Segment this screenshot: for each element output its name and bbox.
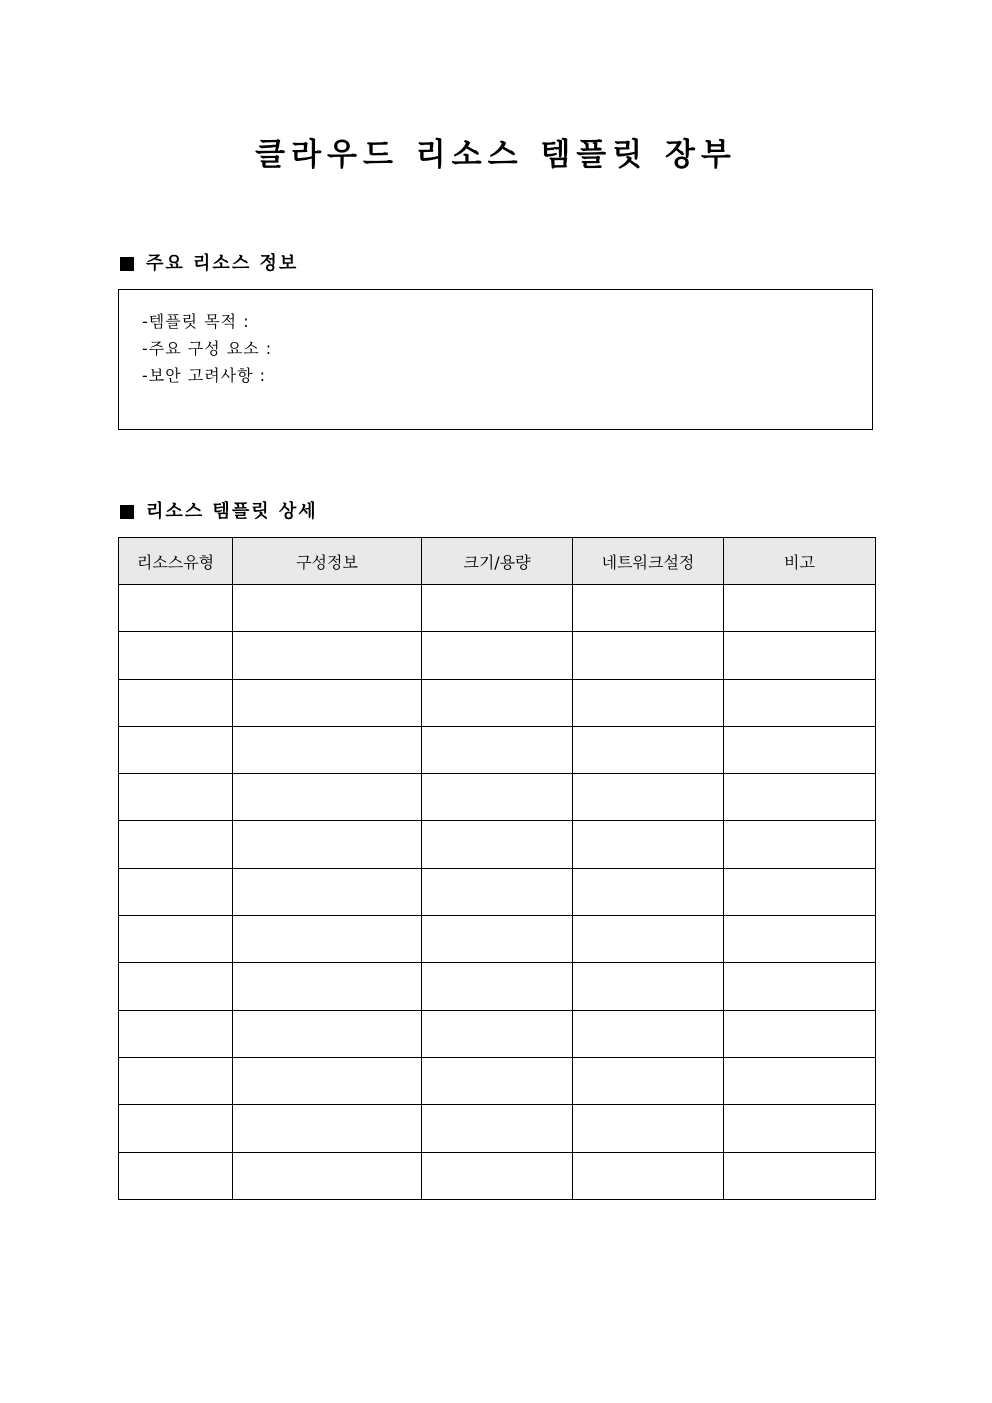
table-cell[interactable] bbox=[724, 1057, 876, 1104]
table-cell[interactable] bbox=[422, 1152, 573, 1199]
table-row bbox=[119, 1105, 876, 1152]
table-cell[interactable] bbox=[233, 632, 422, 679]
table-cell[interactable] bbox=[422, 632, 573, 679]
table-cell[interactable] bbox=[422, 774, 573, 821]
table-cell[interactable] bbox=[233, 821, 422, 868]
info-line-security: -보안 고려사항 : bbox=[142, 366, 267, 385]
document-title: 클라우드 리소스 템플릿 장부 bbox=[255, 137, 737, 173]
table-cell[interactable] bbox=[233, 1057, 422, 1104]
table-cell[interactable] bbox=[724, 963, 876, 1010]
template-detail-table bbox=[118, 537, 876, 1200]
table-cell[interactable] bbox=[724, 1010, 876, 1057]
table-cell[interactable] bbox=[573, 585, 724, 632]
table-cell[interactable] bbox=[573, 1105, 724, 1152]
table-row bbox=[119, 632, 876, 679]
table-cell[interactable] bbox=[119, 868, 233, 915]
table-cell[interactable] bbox=[422, 916, 573, 963]
table-cell[interactable] bbox=[233, 916, 422, 963]
table-cell[interactable] bbox=[233, 868, 422, 915]
table-cell[interactable] bbox=[724, 1152, 876, 1199]
column-header-resource-type: 리소스유형 bbox=[119, 538, 233, 585]
table-row bbox=[119, 1010, 876, 1057]
square-bullet-icon bbox=[120, 257, 134, 271]
table-cell[interactable] bbox=[422, 821, 573, 868]
table-cell[interactable] bbox=[119, 585, 233, 632]
table-body bbox=[119, 585, 876, 1200]
table-cell[interactable] bbox=[422, 679, 573, 726]
table-row bbox=[119, 963, 876, 1010]
table-cell[interactable] bbox=[573, 868, 724, 915]
table-cell[interactable] bbox=[422, 726, 573, 773]
table-cell[interactable] bbox=[573, 632, 724, 679]
table-cell[interactable] bbox=[233, 726, 422, 773]
table-cell[interactable] bbox=[119, 679, 233, 726]
table-cell[interactable] bbox=[573, 821, 724, 868]
table-cell[interactable] bbox=[724, 916, 876, 963]
square-bullet-icon bbox=[120, 505, 134, 519]
table-cell[interactable] bbox=[573, 963, 724, 1010]
table-row bbox=[119, 821, 876, 868]
table-cell[interactable] bbox=[233, 963, 422, 1010]
table-cell[interactable] bbox=[233, 1105, 422, 1152]
info-line-components: -주요 구성 요소 : bbox=[142, 339, 273, 358]
table-cell[interactable] bbox=[119, 1152, 233, 1199]
table-header-row bbox=[119, 538, 876, 585]
table-cell[interactable] bbox=[724, 774, 876, 821]
column-header-size: 크기/용량 bbox=[422, 538, 573, 585]
section-heading-text: 리소스 템플릿 상세 bbox=[146, 501, 318, 522]
table-row bbox=[119, 916, 876, 963]
section-heading-text: 주요 리소스 정보 bbox=[146, 253, 299, 274]
info-line-purpose: -템플릿 목적 : bbox=[142, 312, 250, 331]
table-cell[interactable] bbox=[233, 1010, 422, 1057]
table-cell[interactable] bbox=[724, 1105, 876, 1152]
table-cell[interactable] bbox=[573, 1057, 724, 1104]
table-cell[interactable] bbox=[119, 1057, 233, 1104]
table-cell[interactable] bbox=[573, 679, 724, 726]
table-cell[interactable] bbox=[573, 1010, 724, 1057]
table-cell[interactable] bbox=[724, 585, 876, 632]
column-header-note: 비고 bbox=[724, 538, 876, 585]
table-row bbox=[119, 726, 876, 773]
table-cell[interactable] bbox=[233, 774, 422, 821]
column-header-config: 구성정보 bbox=[233, 538, 422, 585]
table-cell[interactable] bbox=[233, 585, 422, 632]
table-cell[interactable] bbox=[724, 868, 876, 915]
section-heading-template-detail bbox=[118, 499, 318, 525]
resource-info-lines bbox=[142, 308, 272, 389]
table-row bbox=[119, 585, 876, 632]
table-cell[interactable] bbox=[422, 1057, 573, 1104]
table-row bbox=[119, 679, 876, 726]
table-cell[interactable] bbox=[422, 1105, 573, 1152]
table-cell[interactable] bbox=[119, 916, 233, 963]
table-row bbox=[119, 868, 876, 915]
table-row bbox=[119, 774, 876, 821]
column-header-network: 네트워크설정 bbox=[573, 538, 724, 585]
table-cell[interactable] bbox=[573, 1152, 724, 1199]
table-cell[interactable] bbox=[422, 1010, 573, 1057]
table-cell[interactable] bbox=[422, 868, 573, 915]
table-cell[interactable] bbox=[233, 1152, 422, 1199]
table-row bbox=[119, 1057, 876, 1104]
table-cell[interactable] bbox=[573, 774, 724, 821]
table-row bbox=[119, 1152, 876, 1199]
table-cell[interactable] bbox=[119, 821, 233, 868]
table-cell[interactable] bbox=[422, 585, 573, 632]
resource-info-box bbox=[118, 289, 873, 430]
table-cell[interactable] bbox=[119, 632, 233, 679]
table-cell[interactable] bbox=[119, 774, 233, 821]
table-cell[interactable] bbox=[119, 726, 233, 773]
table-cell[interactable] bbox=[422, 963, 573, 1010]
table-cell[interactable] bbox=[119, 1010, 233, 1057]
table-cell[interactable] bbox=[724, 726, 876, 773]
table-cell[interactable] bbox=[573, 916, 724, 963]
table-cell[interactable] bbox=[724, 821, 876, 868]
table-cell[interactable] bbox=[233, 679, 422, 726]
section-heading-resource-info bbox=[118, 251, 298, 277]
table-cell[interactable] bbox=[573, 726, 724, 773]
table-cell[interactable] bbox=[119, 963, 233, 1010]
table-cell[interactable] bbox=[724, 679, 876, 726]
table-cell[interactable] bbox=[724, 632, 876, 679]
table-cell[interactable] bbox=[119, 1105, 233, 1152]
